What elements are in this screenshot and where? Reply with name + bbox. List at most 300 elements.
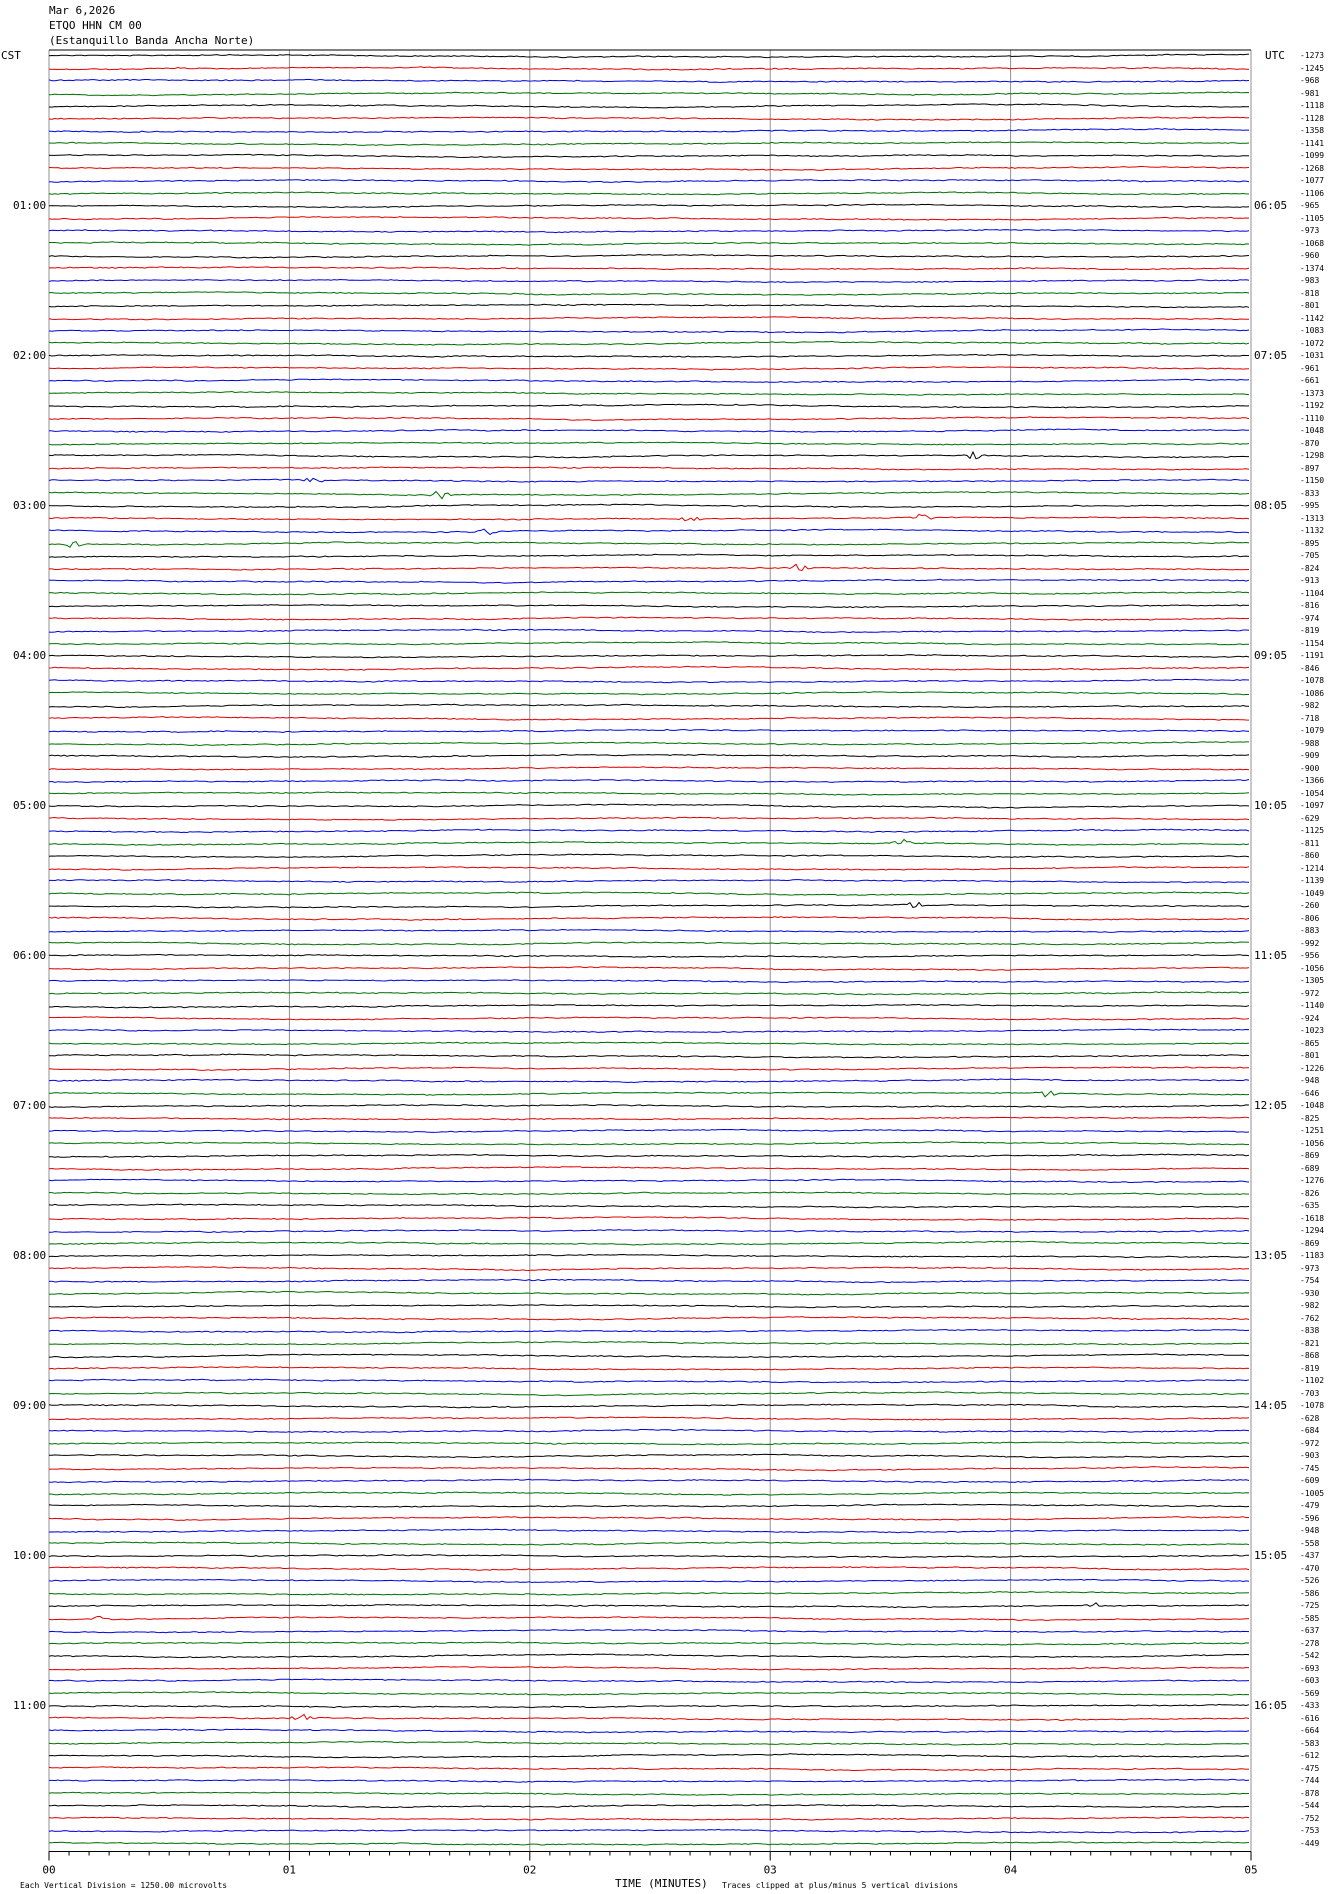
trace-offset-label: -948 — [1300, 1526, 1320, 1535]
trace-offset-label: -753 — [1300, 1826, 1320, 1835]
trace-offset-label: -558 — [1300, 1538, 1320, 1548]
seismic-trace-line — [49, 1117, 1249, 1120]
seismic-trace-line — [49, 154, 1249, 157]
seismic-trace-line — [49, 1167, 1249, 1171]
hour-label-right: 11:05 — [1254, 949, 1288, 962]
hour-label-right: 15:05 — [1254, 1549, 1288, 1562]
trace-offset-label: -1251 — [1300, 1126, 1325, 1135]
trace-offset-label: -1226 — [1300, 1063, 1325, 1073]
trace-offset-label: -883 — [1300, 926, 1320, 935]
seismic-trace-line — [49, 379, 1249, 382]
seismic-trace-line — [49, 1267, 1249, 1271]
trace-offset-label: -754 — [1300, 1276, 1320, 1285]
seismic-trace-line — [49, 867, 1249, 871]
x-tick-label: 00 — [42, 1863, 56, 1877]
seismic-trace-line — [49, 1805, 1249, 1808]
trace-offset-label: -629 — [1300, 813, 1320, 823]
trace-offset-label: -1005 — [1300, 1488, 1325, 1498]
seismic-trace-line — [49, 54, 1249, 58]
seismic-trace-line — [49, 304, 1249, 307]
x-tick-label: 05 — [1244, 1863, 1258, 1877]
trace-offset-label: -930 — [1300, 1288, 1320, 1298]
seismic-trace-line — [49, 1105, 1249, 1108]
trace-offset-label: -825 — [1300, 1113, 1320, 1123]
seismic-trace-line — [49, 666, 1249, 670]
trace-offset-label: -586 — [1300, 1588, 1320, 1598]
seismic-trace-line — [49, 992, 1249, 995]
seismic-trace-line — [49, 617, 1249, 620]
seismic-trace-line — [49, 1079, 1249, 1083]
seismic-trace-line — [49, 1029, 1249, 1032]
seismic-trace-line — [49, 1091, 1249, 1097]
seismic-trace-line — [49, 317, 1249, 320]
trace-offset-label: -1141 — [1300, 138, 1325, 148]
seismic-trace-line — [49, 767, 1249, 770]
seismic-trace-line — [49, 1616, 1249, 1620]
trace-offset-label: -801 — [1300, 1051, 1320, 1060]
trace-offset-label: -1294 — [1300, 1226, 1325, 1235]
seismic-trace-line — [49, 1279, 1249, 1282]
seismic-trace-line — [49, 1715, 1249, 1721]
seismic-trace-line — [49, 1667, 1249, 1670]
seismic-trace-line — [49, 1517, 1249, 1521]
seismic-trace-line — [49, 1630, 1249, 1633]
seismic-trace-line — [49, 1317, 1249, 1320]
trace-offset-label: -1023 — [1300, 1026, 1325, 1035]
trace-offset-label: -838 — [1300, 1326, 1320, 1335]
trace-offset-label: -705 — [1300, 551, 1320, 560]
hour-label-left: 03:00 — [13, 499, 47, 512]
trace-offset-label: -973 — [1300, 226, 1320, 235]
x-tick-label: 02 — [523, 1863, 537, 1877]
seismic-trace-line — [49, 166, 1249, 170]
trace-offset-label: -897 — [1300, 463, 1320, 473]
trace-offset-label: -1049 — [1300, 888, 1325, 898]
trace-offset-label: -596 — [1300, 1513, 1320, 1523]
trace-offset-label: -1374 — [1300, 263, 1325, 273]
seismic-trace-line — [49, 1592, 1249, 1595]
trace-offset-label: -1298 — [1300, 451, 1325, 460]
seismic-trace-line — [49, 1692, 1249, 1696]
trace-offset-label: -479 — [1300, 1501, 1320, 1510]
seismic-trace-line — [49, 217, 1249, 221]
hour-label-right: 09:05 — [1254, 649, 1288, 662]
seismic-trace-line — [49, 514, 1249, 520]
trace-offset-label: -1183 — [1300, 1251, 1325, 1260]
trace-offset-label: -981 — [1300, 88, 1320, 98]
trace-offset-label: -860 — [1300, 851, 1320, 860]
trace-offset-label: -821 — [1300, 1338, 1320, 1348]
trace-offset-label: -816 — [1300, 601, 1320, 610]
trace-offset-label: -824 — [1300, 563, 1320, 573]
x-tick-label: 03 — [763, 1863, 777, 1877]
hour-label-left: 02:00 — [13, 349, 47, 362]
seismic-trace-line — [49, 1067, 1249, 1071]
hour-label-right: 12:05 — [1254, 1099, 1288, 1112]
seismic-trace-line — [49, 1654, 1249, 1658]
hour-label-left: 07:00 — [13, 1099, 47, 1112]
seismic-trace-line — [49, 292, 1249, 296]
trace-offset-label: -1245 — [1300, 63, 1325, 73]
seismic-trace-line — [49, 1354, 1249, 1358]
seismic-trace-line — [49, 642, 1249, 645]
seismic-trace-line — [49, 1555, 1249, 1558]
trace-offset-label: -819 — [1300, 626, 1320, 635]
seismic-trace-line — [49, 1305, 1249, 1308]
seismic-trace-line — [49, 104, 1249, 108]
right-timezone-label: UTC — [1265, 49, 1285, 62]
seismic-trace-line — [49, 1154, 1249, 1157]
trace-offset-label: -628 — [1300, 1413, 1320, 1423]
seismic-trace-line — [49, 817, 1249, 820]
seismic-traces — [49, 54, 1249, 1845]
seismic-trace-line — [49, 780, 1249, 783]
trace-offset-label: -1078 — [1300, 676, 1325, 685]
trace-offset-label: -609 — [1300, 1476, 1320, 1485]
trace-offset-label: -1132 — [1300, 526, 1325, 535]
seismic-trace-line — [49, 1230, 1249, 1233]
trace-offset-label: -1048 — [1300, 1101, 1325, 1110]
seismic-trace-line — [49, 579, 1249, 583]
trace-offset-label: -569 — [1300, 1688, 1320, 1698]
trace-offset-label: -1191 — [1300, 651, 1325, 660]
seismic-trace-line — [49, 1829, 1249, 1832]
seismic-trace-line — [49, 1330, 1249, 1333]
seismic-trace-line — [49, 1291, 1249, 1295]
trace-offset-label: -900 — [1300, 763, 1320, 773]
seismic-trace-line — [49, 341, 1249, 345]
hour-label-left: 10:00 — [13, 1549, 47, 1562]
seismic-trace-line — [49, 1217, 1249, 1221]
seismic-trace-line — [49, 1004, 1249, 1008]
trace-offset-label: -903 — [1300, 1451, 1320, 1460]
trace-offset-label: -992 — [1300, 938, 1320, 948]
seismic-trace-line — [49, 404, 1249, 408]
trace-offset-label: -1140 — [1300, 1001, 1325, 1010]
seismic-trace-line — [49, 1430, 1249, 1433]
trace-offset-label: -995 — [1300, 501, 1320, 510]
trace-offset-label: -637 — [1300, 1626, 1320, 1635]
seismic-trace-line — [49, 367, 1249, 370]
trace-offset-label: -1104 — [1300, 588, 1325, 598]
seismic-trace-line — [49, 1255, 1249, 1258]
trace-offset-label: -725 — [1300, 1601, 1320, 1610]
hour-label-right: 08:05 — [1254, 499, 1288, 512]
trace-offset-label: -1618 — [1300, 1213, 1325, 1223]
trace-offset-label: -1077 — [1300, 176, 1325, 185]
seismic-trace-line — [49, 542, 1249, 548]
trace-offset-label: -612 — [1300, 1751, 1320, 1760]
seismic-trace-line — [49, 242, 1249, 245]
seismic-trace-line — [49, 67, 1249, 70]
trace-offset-label: -811 — [1300, 838, 1320, 848]
seismic-trace-line — [49, 1579, 1249, 1582]
seismic-trace-line — [49, 267, 1249, 270]
trace-offset-label: -752 — [1300, 1813, 1320, 1823]
seismic-trace-line — [49, 192, 1249, 195]
trace-offset-label: -664 — [1300, 1726, 1320, 1735]
station-channel: ETQO HHN CM 00 — [49, 19, 142, 32]
seismic-trace-line — [49, 917, 1249, 921]
trace-offset-label: -1142 — [1300, 313, 1325, 323]
seismic-trace-line — [49, 1842, 1249, 1845]
seismic-trace-line — [49, 142, 1249, 146]
seismic-trace-line — [49, 840, 1249, 846]
trace-offset-label: -913 — [1300, 576, 1320, 585]
seismic-trace-line — [49, 1017, 1249, 1020]
seismic-trace-line — [49, 592, 1249, 595]
trace-offset-label: -1105 — [1300, 213, 1325, 223]
trace-offset-label: -1268 — [1300, 163, 1325, 173]
trace-offset-label: -1273 — [1300, 51, 1325, 60]
seismic-trace-line — [49, 1767, 1249, 1771]
trace-offset-label: -693 — [1300, 1663, 1320, 1673]
seismic-trace-line — [49, 564, 1249, 570]
trace-offset-label: -1373 — [1300, 388, 1325, 398]
seismic-trace-line — [49, 280, 1249, 283]
left-timezone-label: CST — [1, 49, 21, 62]
seismic-trace-line — [49, 1542, 1249, 1545]
seismic-trace-line — [49, 655, 1249, 658]
trace-offset-label: -924 — [1300, 1013, 1320, 1023]
seismic-trace-line — [49, 529, 1249, 534]
trace-offset-label: -1154 — [1300, 638, 1325, 648]
seismic-trace-line — [49, 1492, 1249, 1495]
x-tick-label: 04 — [1003, 1863, 1018, 1877]
trace-offset-label: -1099 — [1300, 151, 1325, 160]
footer-scale-note: Each Vertical Division = 1250.00 microvolts — [20, 1881, 228, 1890]
x-tick-label: 01 — [282, 1863, 297, 1877]
seismic-trace-line — [49, 392, 1249, 396]
trace-offset-label: -826 — [1300, 1188, 1320, 1198]
trace-offset-label: -833 — [1300, 488, 1320, 498]
seismic-trace-line — [49, 79, 1249, 82]
trace-offset-label: -909 — [1300, 751, 1320, 760]
seismic-trace-line — [49, 880, 1249, 883]
seismic-trace-line — [49, 1342, 1249, 1346]
trace-offset-label: -1118 — [1300, 101, 1325, 110]
trace-offset-label: -988 — [1300, 738, 1320, 748]
hour-label-right: 07:05 — [1254, 349, 1288, 362]
trace-offset-label: -1072 — [1300, 338, 1325, 348]
trace-offset-label: -948 — [1300, 1076, 1320, 1085]
seismic-trace-line — [49, 442, 1249, 445]
seismic-trace-line — [49, 629, 1249, 632]
seismic-trace-line — [49, 605, 1249, 608]
trace-offset-label: -878 — [1300, 1788, 1320, 1798]
seismic-trace-line — [49, 1142, 1249, 1145]
trace-offset-label: -965 — [1300, 201, 1320, 210]
trace-offset-label: -583 — [1300, 1738, 1320, 1748]
hour-label-right: 16:05 — [1254, 1699, 1288, 1712]
seismic-trace-line — [49, 1129, 1249, 1132]
trace-offset-label: -703 — [1300, 1388, 1320, 1398]
trace-offset-label: -1139 — [1300, 876, 1325, 885]
seismic-trace-line — [49, 504, 1249, 507]
trace-offset-label: -635 — [1300, 1201, 1320, 1210]
seismic-trace-line — [49, 1729, 1249, 1733]
seismic-trace-line — [49, 1379, 1249, 1383]
seismic-trace-line — [49, 180, 1249, 183]
trace-offset-label: -646 — [1300, 1088, 1320, 1098]
seismic-trace-line — [49, 429, 1249, 432]
trace-offset-label: -1079 — [1300, 726, 1325, 735]
seismic-trace-line — [49, 1442, 1249, 1445]
seismic-trace-line — [49, 1603, 1249, 1608]
trace-offset-label: -542 — [1300, 1651, 1320, 1660]
seismic-trace-line — [49, 729, 1249, 732]
trace-offset-label: -449 — [1300, 1838, 1320, 1848]
hour-label-right: 10:05 — [1254, 799, 1288, 812]
hour-label-right: 14:05 — [1254, 1399, 1288, 1412]
trace-offset-label: -616 — [1300, 1713, 1320, 1723]
seismic-trace-line — [49, 1529, 1249, 1533]
seismic-trace-line — [49, 854, 1249, 857]
hour-label-left: 01:00 — [13, 199, 47, 212]
trace-offset-label: -1048 — [1300, 426, 1325, 435]
trace-offset-label: -1054 — [1300, 788, 1325, 798]
trace-offset-label: -869 — [1300, 1151, 1320, 1160]
trace-offset-label: -1366 — [1300, 776, 1325, 785]
trace-offset-label: -819 — [1300, 1363, 1320, 1373]
station-date: Mar 6,2026 — [49, 4, 116, 17]
seismic-trace-line — [49, 417, 1249, 421]
seismic-trace-line — [49, 829, 1249, 832]
trace-offset-label: -1358 — [1300, 126, 1325, 135]
trace-offset-label: -1125 — [1300, 826, 1325, 835]
trace-offset-label: -956 — [1300, 951, 1320, 960]
seismic-trace-line — [49, 117, 1249, 120]
hour-label-left: 08:00 — [13, 1249, 47, 1262]
trace-offset-label: -475 — [1300, 1763, 1320, 1773]
trace-offset-label: -1128 — [1300, 113, 1325, 123]
hour-label-left: 11:00 — [13, 1699, 47, 1712]
seismic-trace-line — [49, 1392, 1249, 1396]
trace-offset-label: -745 — [1300, 1463, 1320, 1473]
trace-offset-label: -983 — [1300, 276, 1320, 285]
seismic-trace-line — [49, 704, 1249, 707]
seismic-trace-line — [49, 329, 1249, 333]
trace-offset-label: -806 — [1300, 913, 1320, 923]
hour-label-left: 09:00 — [13, 1399, 47, 1412]
seismic-trace-line — [49, 354, 1249, 357]
seismic-trace-line — [49, 1192, 1249, 1195]
seismic-trace-line — [49, 230, 1249, 233]
seismic-trace-line — [49, 742, 1249, 746]
trace-offset-label: -846 — [1300, 663, 1320, 673]
trace-offset-label: -718 — [1300, 713, 1320, 723]
seismic-trace-line — [49, 478, 1249, 482]
trace-offset-label: -1078 — [1300, 1401, 1325, 1410]
seismic-trace-line — [49, 1679, 1249, 1683]
hour-label-right: 06:05 — [1254, 199, 1288, 212]
x-axis — [42, 1852, 1257, 1877]
trace-offset-label: -1068 — [1300, 238, 1325, 248]
x-axis-title: TIME (MINUTES) — [615, 1877, 708, 1890]
trace-offset-label: -585 — [1300, 1613, 1320, 1623]
trace-offset-label: -1056 — [1300, 963, 1325, 973]
trace-offset-label: -260 — [1300, 901, 1320, 910]
seismic-trace-line — [49, 692, 1249, 695]
trace-offset-label: -1276 — [1300, 1176, 1325, 1185]
trace-offset-label: -974 — [1300, 613, 1320, 623]
trace-offset-label: -818 — [1300, 288, 1320, 298]
seismic-trace-line — [49, 804, 1249, 808]
trace-offset-label: -870 — [1300, 438, 1320, 448]
seismic-trace-line — [49, 717, 1249, 721]
trace-offset-label: -661 — [1300, 376, 1320, 385]
seismic-trace-line — [49, 467, 1249, 470]
trace-offset-label: -1305 — [1300, 976, 1325, 985]
trace-offset-label: -744 — [1300, 1776, 1320, 1785]
seismic-trace-line — [49, 1479, 1249, 1482]
seismic-trace-line — [49, 1704, 1249, 1707]
trace-offset-label: -1214 — [1300, 863, 1325, 873]
seismic-trace-line — [49, 792, 1249, 795]
seismic-trace-line — [49, 1179, 1249, 1182]
seismic-trace-line — [49, 204, 1249, 207]
trace-offset-label: -684 — [1300, 1426, 1320, 1435]
trace-offset-label: -869 — [1300, 1238, 1320, 1248]
seismic-trace-line — [49, 1779, 1249, 1782]
seismic-trace-line — [49, 1642, 1249, 1645]
trace-offset-label: -278 — [1300, 1638, 1320, 1648]
hour-label-left: 06:00 — [13, 949, 47, 962]
station-name: (Estanquillo Banda Ancha Norte) — [49, 34, 255, 47]
trace-offset-label: -865 — [1300, 1038, 1320, 1048]
seismic-trace-line — [49, 255, 1249, 259]
seismic-trace-line — [49, 1054, 1249, 1058]
trace-offset-label: -1097 — [1300, 801, 1325, 810]
trace-offset-label: -470 — [1300, 1563, 1320, 1573]
trace-offset-label: -689 — [1300, 1163, 1320, 1173]
seismic-trace-line — [49, 980, 1249, 983]
seismic-trace-line — [49, 554, 1249, 557]
trace-offset-label: -1313 — [1300, 513, 1325, 523]
seismic-trace-line — [49, 679, 1249, 682]
trace-offset-label: -972 — [1300, 988, 1320, 998]
seismic-trace-line — [49, 492, 1249, 499]
trace-offset-label: -1086 — [1300, 688, 1325, 698]
seismic-trace-line — [49, 92, 1249, 96]
seismic-trace-line — [49, 1792, 1249, 1795]
seismic-trace-line — [49, 1567, 1249, 1571]
trace-offset-label: -1083 — [1300, 326, 1325, 335]
seismic-trace-line — [49, 1817, 1249, 1820]
trace-offset-label: -1192 — [1300, 401, 1325, 410]
trace-offset-label: -968 — [1300, 76, 1320, 85]
seismic-trace-line — [49, 930, 1249, 933]
seismic-trace-line — [49, 1754, 1249, 1758]
trace-offset-label: -603 — [1300, 1676, 1320, 1685]
trace-offset-label: -526 — [1300, 1576, 1320, 1585]
seismic-trace-line — [49, 1367, 1249, 1370]
trace-offset-label: -1110 — [1300, 413, 1325, 423]
seismic-trace-line — [49, 452, 1249, 459]
seismic-trace-line — [49, 1467, 1249, 1471]
seismic-trace-line — [49, 1204, 1249, 1208]
hour-label-left: 04:00 — [13, 649, 47, 662]
seismic-trace-line — [49, 1404, 1249, 1408]
seismic-trace-line — [49, 1417, 1249, 1420]
hour-label-right: 13:05 — [1254, 1249, 1288, 1262]
seismic-trace-line — [49, 1042, 1249, 1045]
trace-offset-label: -982 — [1300, 701, 1320, 710]
seismic-trace-line — [49, 1454, 1249, 1458]
trace-offset-label: -437 — [1300, 1551, 1320, 1560]
trace-offset-label: -1106 — [1300, 188, 1325, 198]
trace-offset-label: -762 — [1300, 1313, 1320, 1323]
